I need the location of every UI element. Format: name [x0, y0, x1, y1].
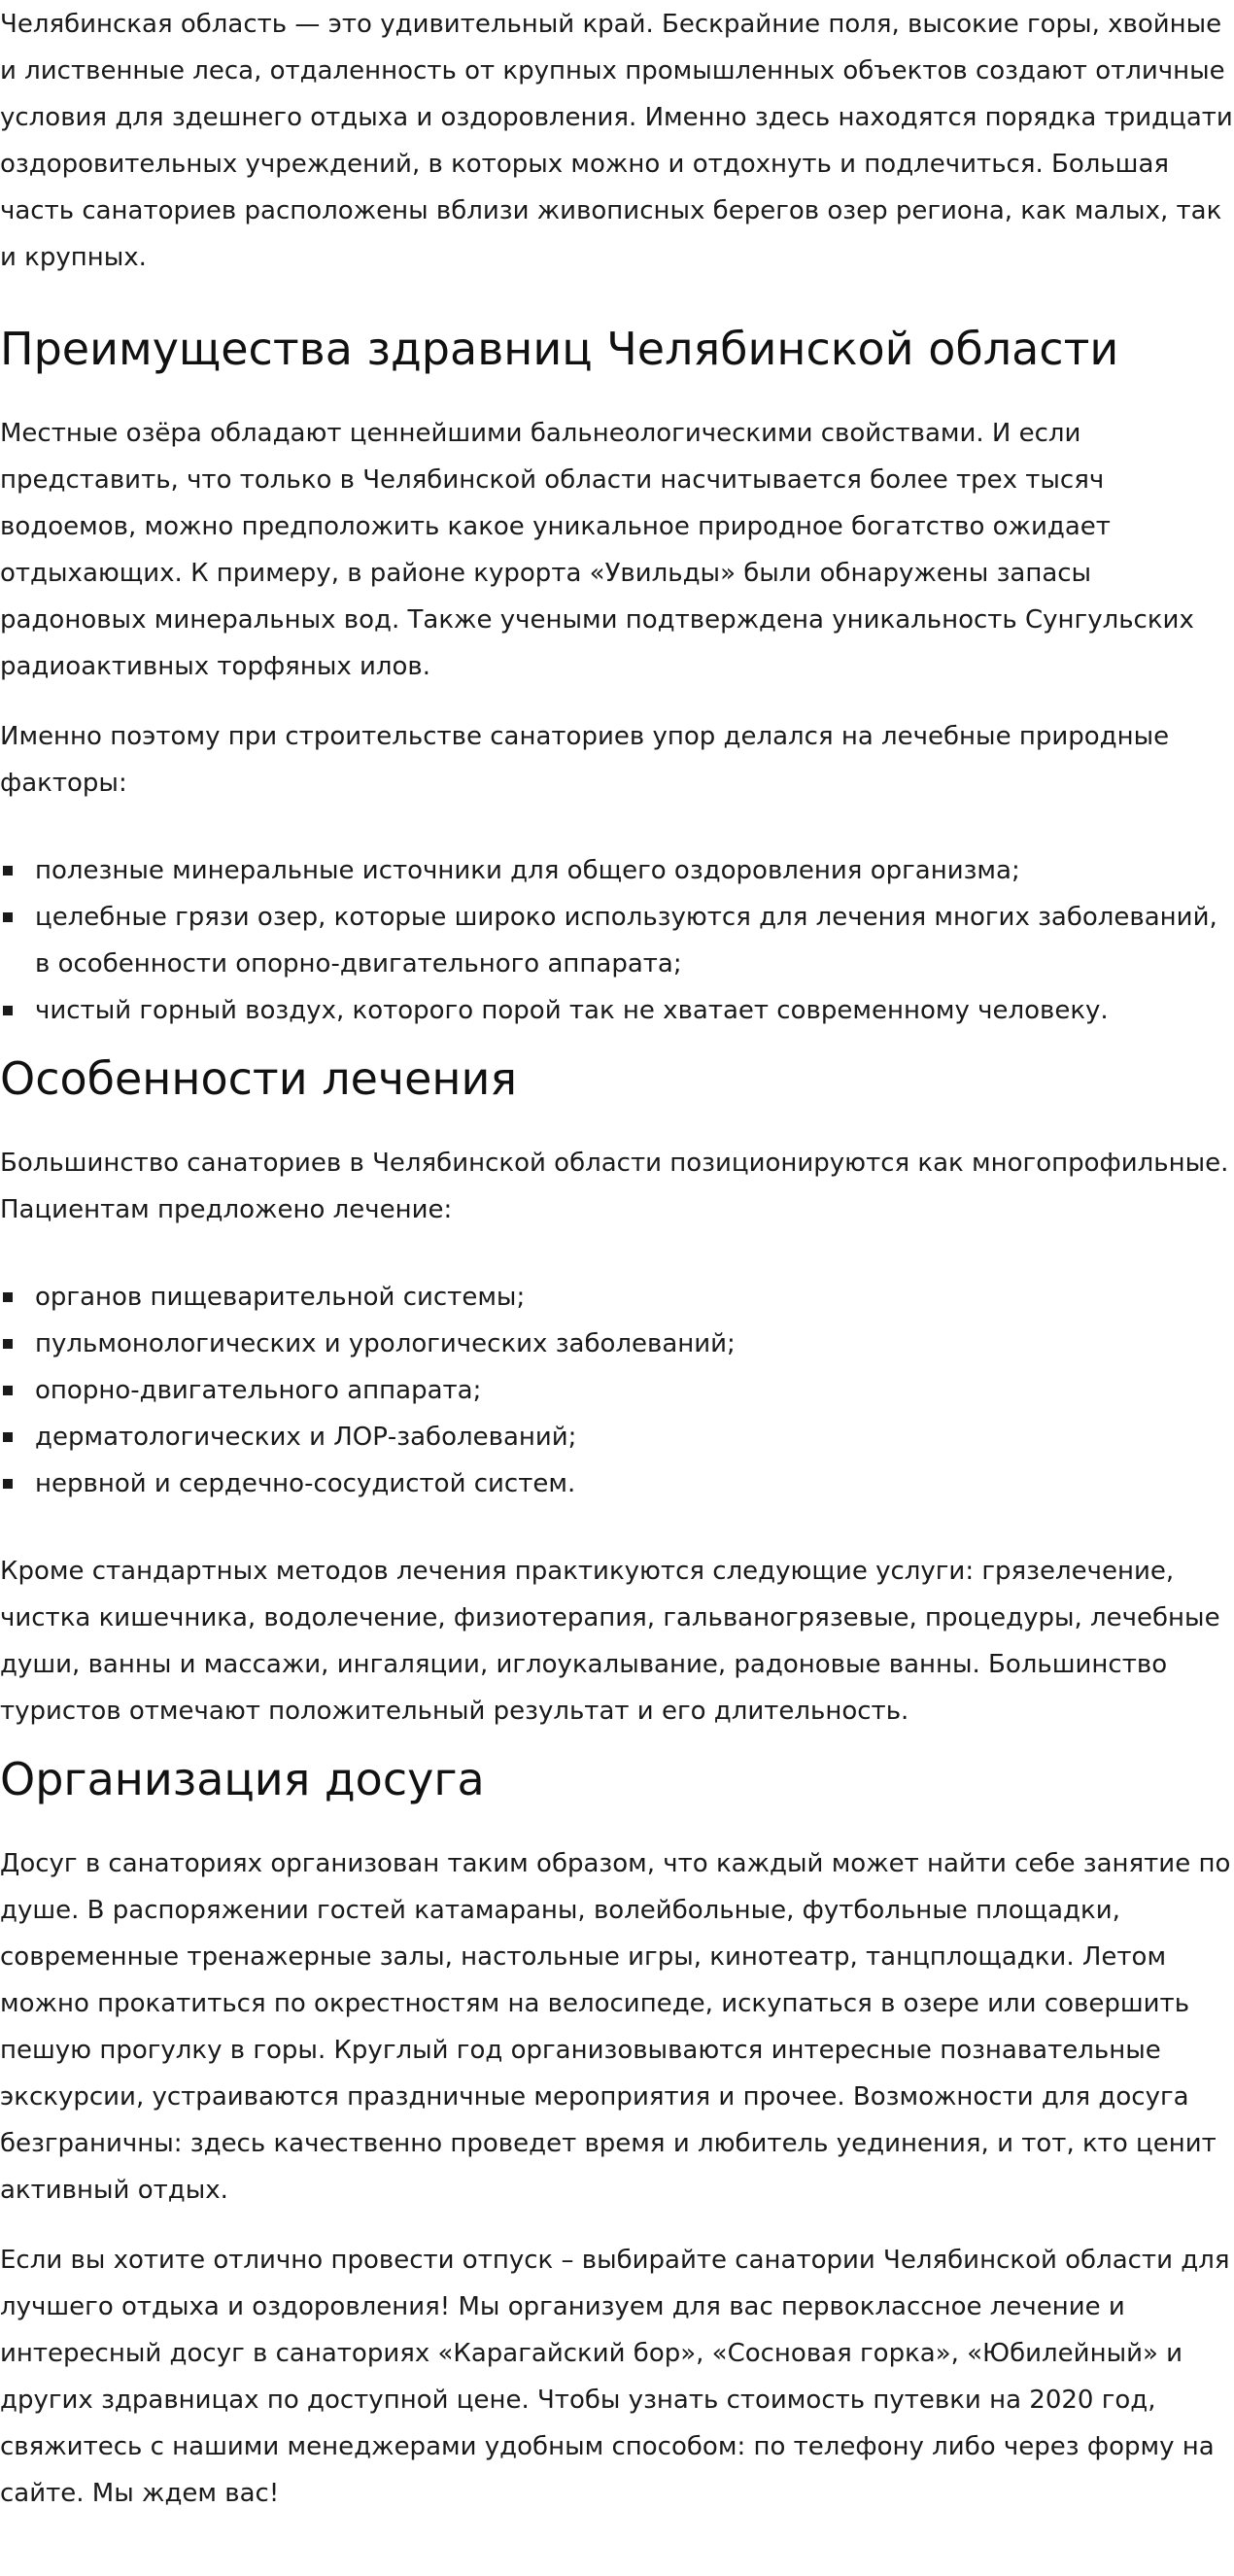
intro-paragraph: Челябинская область — это удивительный край. Бескрайние поля, высокие горы, хвойные и лиственные леса, отдаленность от крупных промышленных объектов создают отличные условия для здешнего отдыха и оздоровления. Именно здесь находятся порядка тридцати оздоровительных учреждений, в которых можно и отдохнуть и подлечиться. Большая часть санаториев расположены вблизи живописных берегов озер региона, как малых, так и крупных.	[0, 10, 1233, 272]
list-item: пульмонологических и урологических заболеваний;	[0, 1321, 1234, 1367]
treatment-paragraph-2: Кроме стандартных методов лечения практикуются следующие услуги: грязелечение, чистка кишечника, водолечение, физиотерапия, гальваногрязевые, процедуры, лечебные души, ванны и массажи, ингаляции, иглоукалывание, радоновые ванны. Большинство туристов отмечают положительный результат и его длительность.	[0, 1557, 1220, 1726]
advantages-paragraph-2: Именно поэтому при строительстве санаториев упор делался на лечебные природные факторы:	[0, 722, 1170, 798]
heading-advantages: Преимущества здравниц Челябинской области	[0, 323, 1119, 375]
heading-treatment: Особенности лечения	[0, 1052, 518, 1105]
list-item: целебные грязи озер, которые широко используются для лечения многих заболеваний, в особенности опорно-двигательного аппарата;	[0, 894, 1234, 987]
list-item: органов пищеварительной системы;	[0, 1274, 1234, 1321]
treatment-list	[0, 1274, 1234, 1507]
treatment-paragraph-1: Большинство санаториев в Челябинской области позиционируются как многопрофильные. Пациентам предложено лечение:	[0, 1149, 1229, 1224]
heading-leisure: Организация досуга	[0, 1753, 485, 1805]
list-item: полезные минеральные источники для общего оздоровления организма;	[0, 847, 1234, 894]
list-item: опорно-двигательного аппарата;	[0, 1367, 1234, 1414]
list-item: чистый горный воздух, которого порой так не хватает современному человеку.	[0, 987, 1234, 1034]
article	[0, 1, 1234, 2517]
list-item: дерматологических и ЛОР-заболеваний;	[0, 1414, 1234, 1460]
advantages-list	[0, 847, 1234, 1034]
leisure-paragraph-1: Досуг в санаториях организован таким образом, что каждый может найти себе занятие по душе. В распоряжении гостей катамараны, волейбольные, футбольные площадки, современные тренажерные залы, настольные игры, кинотеатр, танцплощадки. Летом можно прокатиться по окрестностям на велосипеде, искупаться в озере или совершить пешую прогулку в горы. Круглый год организовываются интересные познавательные экскурсии, устраиваются праздничные мероприятия и прочее. Возможности для досуга безграничны: здесь качественно проведет время и любитель уединения, и тот, кто ценит активный отдых.	[0, 1849, 1231, 2205]
advantages-paragraph-1: Местные озёра обладают ценнейшими бальнеологическими свойствами. И если представить, что только в Челябинской области насчитывается более трех тысяч водоемов, можно предположить какое уникальное природное богатство ожидает отдыхающих. К примеру, в районе курорта «Увильды» были обнаружены запасы радоновых минеральных вод. Также учеными подтверждена уникальность Сунгульских радиоактивных торфяных илов.	[0, 419, 1194, 681]
list-item: нервной и сердечно-сосудистой систем.	[0, 1460, 1234, 1507]
leisure-paragraph-2: Если вы хотите отлично провести отпуск – выбирайте санатории Челябинской области для лучшего отдыха и оздоровления! Мы организуем для вас первоклассное лечение и интересный досуг в санаториях «Карагайский бор», «Сосновая горка», «Юбилейный» и других здравницах по доступной цене. Чтобы узнать стоимость путевки на 2020 год, свяжитесь с нашими менеджерами удобным способом: по телефону либо через форму на сайте. Мы ждем вас!	[0, 2246, 1230, 2508]
